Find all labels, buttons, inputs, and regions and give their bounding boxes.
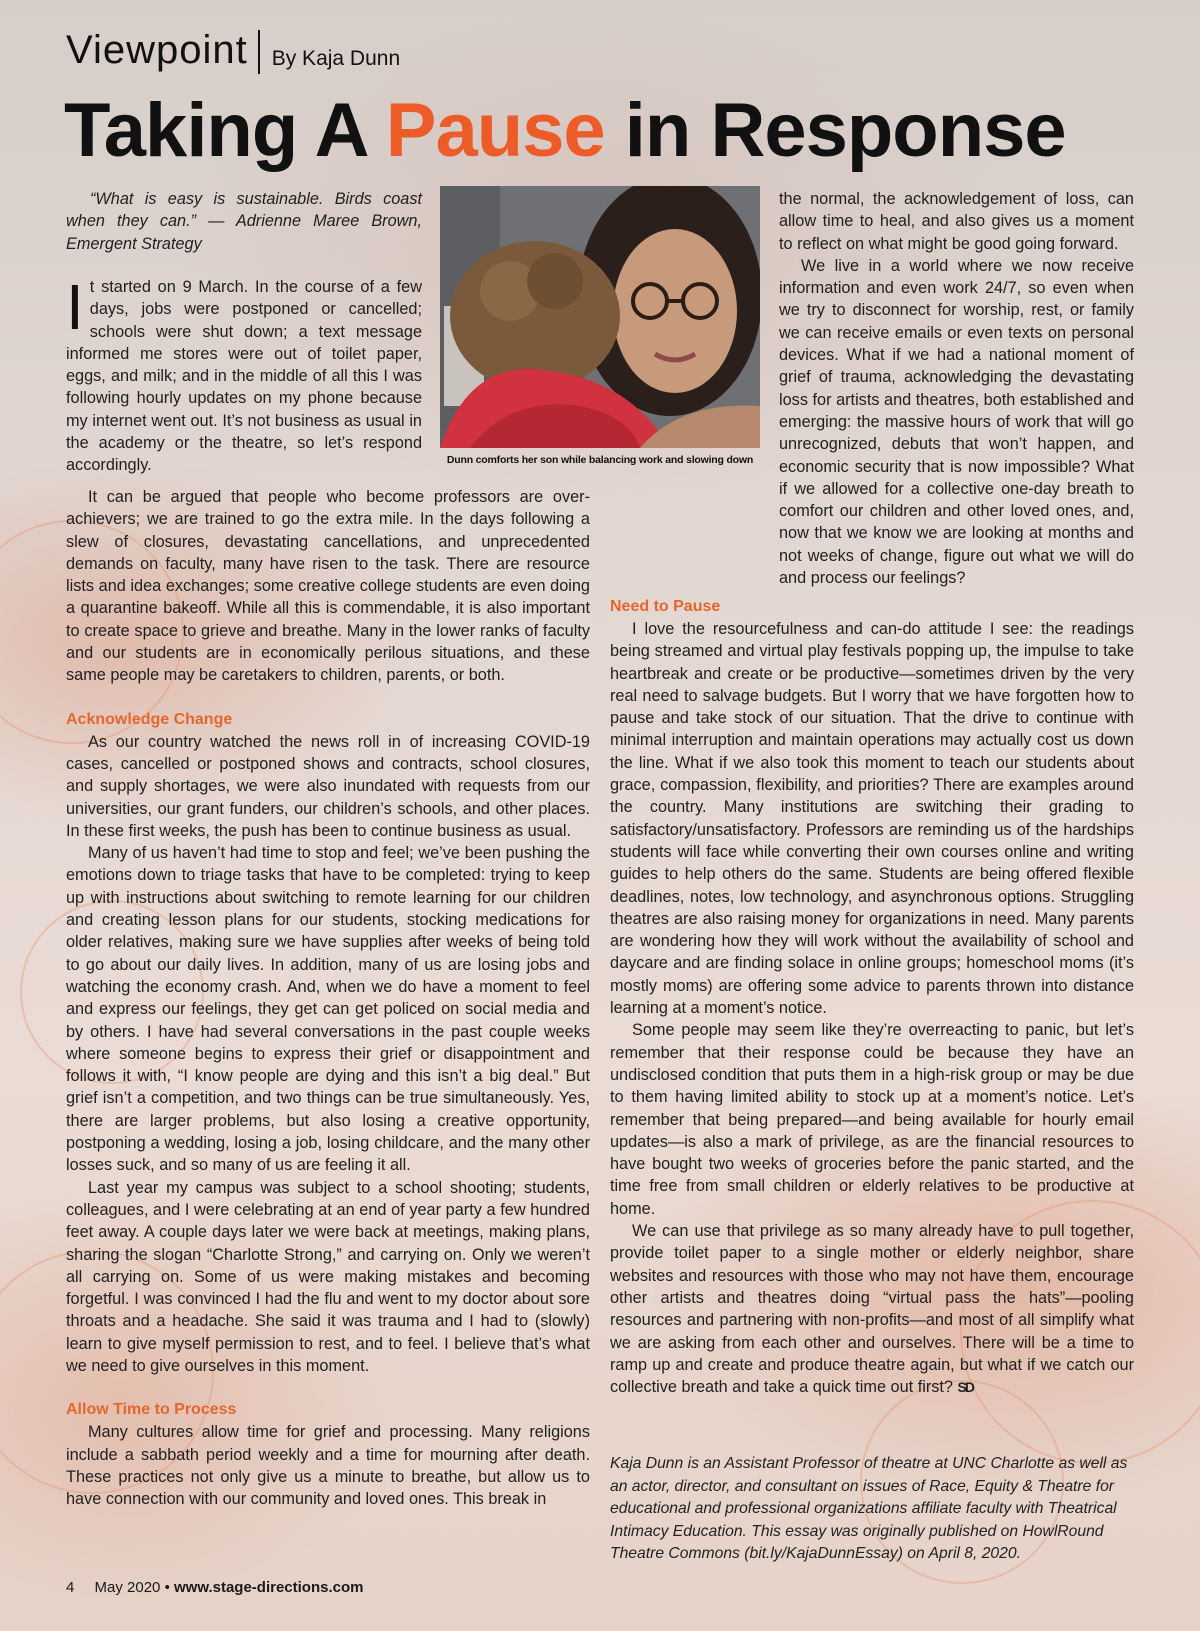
column-1 <box>66 486 590 1510</box>
kicker-divider <box>258 30 260 74</box>
headline-accent: Pause <box>385 88 605 173</box>
page-footer <box>66 1579 364 1596</box>
subhead-acknowledge-change: Acknowledge Change <box>66 710 233 728</box>
paragraph-overreacting: Some people may seem like they’re overreacting to panic, but let’s remember that their response could be because they have an undisclosed condition that puts them in a high-risk group or may be due to them having limited ability to stock up at a moment’s notice. Let’s remember that being prepared—and being available for hourly email updates—is also a mark of privilege, as are the financial resources to have bought two weeks of groceries before the panic started, and the time free from small children or elderly relatives to be productive at home. <box>610 1021 1134 1218</box>
footer-url[interactable]: www.stage-directions.com <box>174 1579 364 1596</box>
paragraph-covid-news: As our country watched the news roll in of increasing COVID-19 cases, cancelled or postponed shows and contracts, school closures, and supply shortages, we were also inundated with requests from our universities, our grant funders, our children’s schools, and other places. In these first weeks, the push has been to continue business as usual. <box>66 732 590 840</box>
intro-text: t started on 9 March. In the course of a few days, jobs were postponed or cancelled; schools were shut down; a text message informed me stores were out of toilet paper, eggs, and milk; and in the middle of all this I was following hourly updates on my phone because my internet went out. It’s not business as usual in the academy or the theatre, so let’s respond accordingly. <box>66 278 422 475</box>
section-title: Viewpoint <box>66 28 248 72</box>
subhead-allow-time: Allow Time to Process <box>66 1401 237 1419</box>
section-kicker <box>66 26 400 74</box>
photo-caption: Dunn comforts her son while balancing work and slowing down <box>446 454 754 466</box>
paragraph-campus: Last year my campus was subject to a school shooting; students, colleagues, and I were celebrating at an end of year party a few hundred feet away. A couple days later we were back at meetings, making plans, sharing the slogan “Charlotte Strong,” and carrying on. Only we weren’t all carrying on. Some of us were making mistakes and becoming forgetful. I was convinced I had the flu and went to my doctor about sore throats and a headache. She said it was trauma and I had to (slowly) learn to give myself permission to rest, and to feel. I believe that’s what we need to give ourselves in this moment. <box>66 1178 590 1375</box>
epigraph <box>66 188 422 255</box>
issue-date: May 2020 <box>94 1579 161 1596</box>
end-mark: SD <box>957 1379 973 1396</box>
paragraph-resourcefulness: I love the resourcefulness and can-do attitude I see: the readings being streamed and virtual play festivals popping up, the impulse to take heartbreak and create or be productive—sometimes driven by the very real need to salvage budgets. But I worry that we have forgotten how to pause and take stock of our situation. That the drive to continue with minimal interruption and maintain operations may actually cost us down the line. What if we also took this moment to teach our students about grace, compassion, flexibility, and priorities? There are examples around the country. Many institutions are switching their grading to satisfactory/unsatisfactory. Professors are reminding us of the hardships students will face while converting their own courses online and writing guides to help others do the same. Students are being offered flexible deadlines, notes, low technology, and asynchronous options. Struggling theatres are also raising money for organizations in need. Many parents are wondering how they will work without the availability of school and daycare and are finding solace in online groups; homeschool moms (it’s mostly moms) are offering some advice to parents thrown into distance learning at a moment’s notice. <box>610 620 1134 1018</box>
paragraph-cultures: Many cultures allow time for grief and processing. Many religions include a sabbath period weekly and a time for mourning after death. These practices not only give us a minute to breathe, but allow us to have connection with our community and loved ones. This break in <box>66 1423 590 1509</box>
headline-part-1: Taking A <box>64 88 386 173</box>
page-number: 4 <box>66 1579 75 1596</box>
column-2-wrap-spacer <box>610 486 1134 574</box>
article-headline <box>64 86 1154 176</box>
epigraph-quote: “What is easy is sustainable. Birds coast when they can.” — Adrienne Maree Brown, Emergent Strategy <box>66 190 422 253</box>
paragraph-24-7-text: We live in a world where we now receive information and even work 24/7, so even when we try to disconnect for worship, rest, or family we can receive emails or even texts on personal devices. What if we had a national moment of grief of trauma, acknowledging the devastating loss for artists and theatres, both established and emerging: the massive hours of work that will go unrecognized, debuts that won’t happen, and economic security that is now impossible? What if we allowed for a collective one-day breath to comfort our children and other loved ones, and, now that we know we are looking at months and not weeks of change, figure out what we will do and process our feelings? <box>779 256 1134 588</box>
photo-of-woman-hugging-child-icon <box>440 186 760 448</box>
paragraph-continued: the normal, the acknowledgement of loss, can allow time to heal, and also gives us a moment to reflect on what might be good going forward. <box>779 190 1134 253</box>
author-bio <box>610 1453 1130 1566</box>
headline-part-2: in Response <box>604 88 1066 173</box>
paragraph-privilege-text: We can use that privilege as so many already have to pull together, provide toilet paper to a single mother or elderly neighbor, share websites and resources with those who may not have them, encourage other artists and theatres doing “virtual pass the hats”—pooling resources and partnering with non-profits—and most of all simplify what we are asking from each other and ourselves. There will be a time to ramp up and create and produce theatre again, but what if we catch our collective breath and take a quick time out first? <box>610 1222 1134 1397</box>
byline: By Kaja Dunn <box>271 47 401 70</box>
paragraph-privilege <box>610 1220 1134 1398</box>
column-2 <box>610 486 1134 1398</box>
column-1-top <box>66 271 422 477</box>
footer-separator: • <box>164 1579 170 1596</box>
subhead-need-to-pause: Need to Pause <box>610 598 721 615</box>
drop-cap: I <box>66 271 84 343</box>
author-bio-text: Kaja Dunn is an Assistant Professor of theatre at UNC Charlotte as well as an actor, director, and consultant on issues of Race, Equity & Theatre for educational and professional organizations affiliate faculty with Theatrical Intimacy Education. This essay was originally published on HowlRound Theatre Commons (bit.ly/KajaDunnEssay) on April 8, 2020. <box>610 1455 1128 1563</box>
paragraph-stop-and-feel: Many of us haven’t had time to stop and feel; we’ve been pushing the emotions down to triage tasks that have to be completed: trying to keep up with instructions about switching to remote learning for our children and creating lesson plans for our students, stocking medications for older relatives, making sure we have supplies after weeks of being told to go about our daily lives. In addition, many of us are losing jobs and watching the economy crash. And, when we do have a moment to feel and express our feelings, they get can get policed on social media and by others. I have had several conversations in the past couple weeks where someone begins to express their grief or disappointment and follows it with, “I know people are dying and this isn’t a big deal.” But grief isn’t a competition, and two things can be true simultaneously. Yes, there are larger problems, but also losing a creative opportunity, postponing a wedding, losing a job, losing childcare, and the many other losses suck, and so many of us are feeling it all. <box>66 844 590 1175</box>
paragraph-overachievers: It can be argued that people who become professors are over-achievers; we are trained to go the extra mile. In the days following a slew of closures, devastating cancellations, and unprecedented demands on faculty, many have risen to the task. There are resource lists and idea exchanges; some creative college students are even doing a quarantine bakeoff. While all this is commendable, it is also important to create space to grieve and breathe. Many in the lower ranks of faculty and our students are in economically perilous situations, and these same people may be caretakers to children, parents, or both. <box>66 488 590 685</box>
article-photo <box>440 186 760 448</box>
intro-paragraph <box>66 271 422 477</box>
